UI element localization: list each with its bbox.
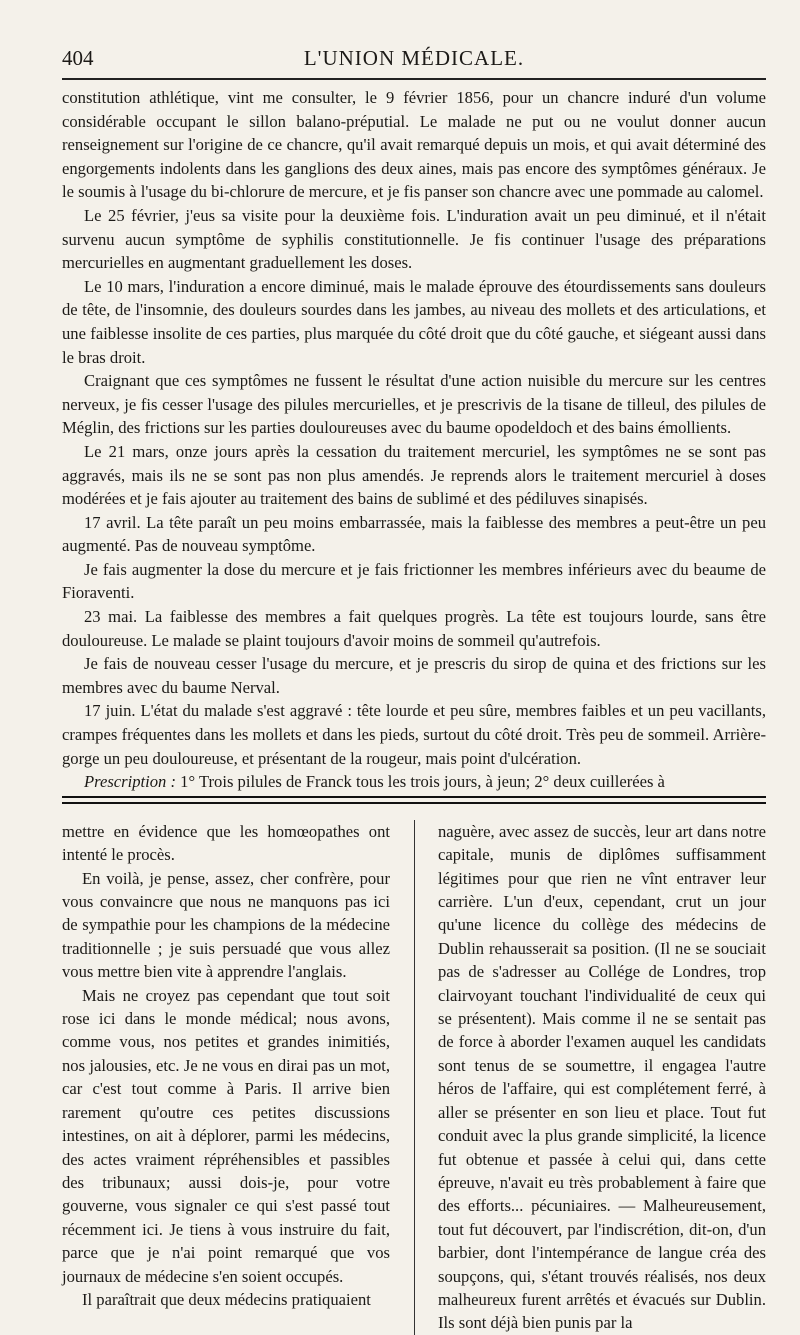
case-paragraph: Je fais augmenter la dose du mercure et je fais frictionner les membres inférieurs avec du beaume de Fioraventi. — [62, 559, 766, 603]
column-paragraph: En voilà, je pense, assez, cher confrère, pour vous convaincre que nous ne manquons pas ici de sympathie pour les champions de la médecine traditionnelle ; je suis persuadé que vous allez vous mettre bien vite à apprendre l'anglais. — [62, 868, 390, 982]
page-number: 404 — [62, 46, 94, 70]
case-paragraph: 17 juin. L'état du malade s'est aggravé : tête lourde et peu sûre, membres faibles et un peu vacillants, crampes fréquentes dans les mollets et dans les pieds, surtout du côté droit. Très peu de sommeil. Arrière-gorge un peu douloureuse, et présentant de la rougeur, mais point d'ulcération. — [62, 701, 766, 768]
feuilleton-columns — [62, 820, 766, 1335]
column-paragraph: Mais ne croyez pas cependant que tout soit rose ici dans le monde médical; nous avons, comme vous, nos petites et grandes inimitiés, nos jalousies, etc. Je ne vous en dirai pas un mot, car c'est tout comme à Paris. Il arrive bien rarement qu'outre ces petites discussions intestines, on ait à déplorer, parmi les médecins, des actes vraiment répréhensibles et passibles des tribunaux; aussi dois-je, pour votre gouverne, vous signaler ce qui s'est passé tout récemment ici. Je tiens à vous instruire du fait, parce que je n'ai point remarqué que vos journaux de médecine s'en soient occupés. — [62, 985, 390, 1286]
case-paragraph: Le 10 mars, l'induration a encore diminué, mais le malade éprouve des étourdissements sans douleurs de tête, de l'insomnie, des douleurs sourdes dans les jambes, au niveau des mollets et des articulations, et une faiblesse insolite de ces parties, plus marquée du côté droit que du côté gauche, et siégeant aussi dans le bras droit. — [62, 276, 766, 367]
column-paragraph: mettre en évidence que les homœopathes ont intenté le procès. — [62, 821, 390, 865]
feuilleton-divider — [62, 796, 766, 804]
case-paragraph: 17 avril. La tête paraît un peu moins embarrassée, mais la faiblesse des membres a peut-être un peu augmenté. Pas de nouveau symptôme. — [62, 512, 766, 556]
case-paragraph: Le 25 février, j'eus sa visite pour la deuxième fois. L'induration avait un peu diminué, et il n'était survenu aucun symptôme de syphilis constitutionnelle. Je fis continuer l'usage des préparations mercurielles en augmentant graduellement les doses. — [62, 205, 766, 273]
header-rule — [62, 78, 766, 80]
prescription-label: Prescription : — [84, 772, 177, 792]
case-paragraph: constitution athlétique, vint me consulter, le 9 février 1856, pour un chancre induré d'un volume considérable occupant le sillon balano-préputial. Le malade ne put ou ne voulut donner aucun renseignement sur l'origine de ce chancre, qu'il avait remarqué depuis un mois, et qui avait déterminé des engorgements indolents dans les ganglions des deux aines, mais pas encore des symptômes généraux. Je le soumis à l'usage du bi-chlorure de mercure, et je fis panser son chancre avec une pommade au calomel. — [62, 88, 766, 202]
prescription-text: 1° Trois pilules de Franck tous les trois jours, à jeun; 2° deux cuillerées à — [176, 772, 665, 792]
column-paragraph: naguère, avec assez de succès, leur art dans notre capitale, munis de diplômes suffisamment légitimes pour que rien ne vînt entraver leur carrière. L'un d'eux, cependant, crut un jour qu'une licence du collège des médecins de Dublin rehausserait sa position. (Il ne se souciait pas de s'adresser au Collége de Londres, trop clairvoyant touchant l'individualité de ceux qui se présentent). Mais comme il ne se sentait pas de force à aborder l'examen auquel les candidats sont tenus de se soumettre, il engagea l'autre héros de l'affaire, qui est complétement ferré, à aller se présenter en son lieu et place. Tout fut conduit avec la plus grande simplicité, la licence fut obtenue et passée à celui qui, dans cette épreuve, n'avait eu très probablement à faire que des efforts... pécuniaires. — Malheureusement, tout fut découvert, par l'indiscrétion, dit-on, d'un barbier, dont l'intempérance de langue créa des soupçons, qui, s'étant trouvés réalisés, nos deux malheureux furent arrêtés et évacués sur Dublin. Ils sont déjà bien punis par la — [438, 821, 766, 1333]
column-paragraph: Il paraîtrait que deux médecins pratiquaient — [82, 1289, 371, 1309]
case-report — [62, 86, 766, 794]
page-header — [62, 44, 766, 78]
right-column — [438, 820, 766, 1335]
column-divider — [414, 820, 415, 1335]
running-title: L'UNION MÉDICALE. — [303, 46, 525, 70]
case-paragraph: Craignant que ces symptômes ne fussent le résultat d'une action nuisible du mercure sur les centres nerveux, je fis cesser l'usage des pilules mercurielles, et je prescrivis de la tisane de tilleul, des pilules de Méglin, des frictions sur les parties douloureuses avec du baume opodeldoch et des bains émollients. — [62, 371, 766, 438]
left-column — [62, 820, 390, 1335]
case-paragraph: 23 mai. La faiblesse des membres a fait quelques progrès. La tête est toujours lourde, sans être douloureuse. Le malade se plaint toujours d'avoir moins de sommeil qu'autrefois. — [62, 607, 766, 650]
case-paragraph: Je fais de nouveau cesser l'usage du mercure, et je prescris du sirop de quina et des frictions sur les membres avec du baume Nerval. — [62, 654, 766, 697]
prescription-paragraph — [62, 770, 766, 794]
case-paragraph: Le 21 mars, onze jours après la cessation du traitement mercuriel, les symptômes ne se sont pas aggravés, mais ils ne se sont pas non plus amendés. Je reprends alors le traitement mercuriel à doses modérées et je fais ajouter au traitement des bains de sublimé et des pédiluves sinapisés. — [62, 441, 766, 509]
